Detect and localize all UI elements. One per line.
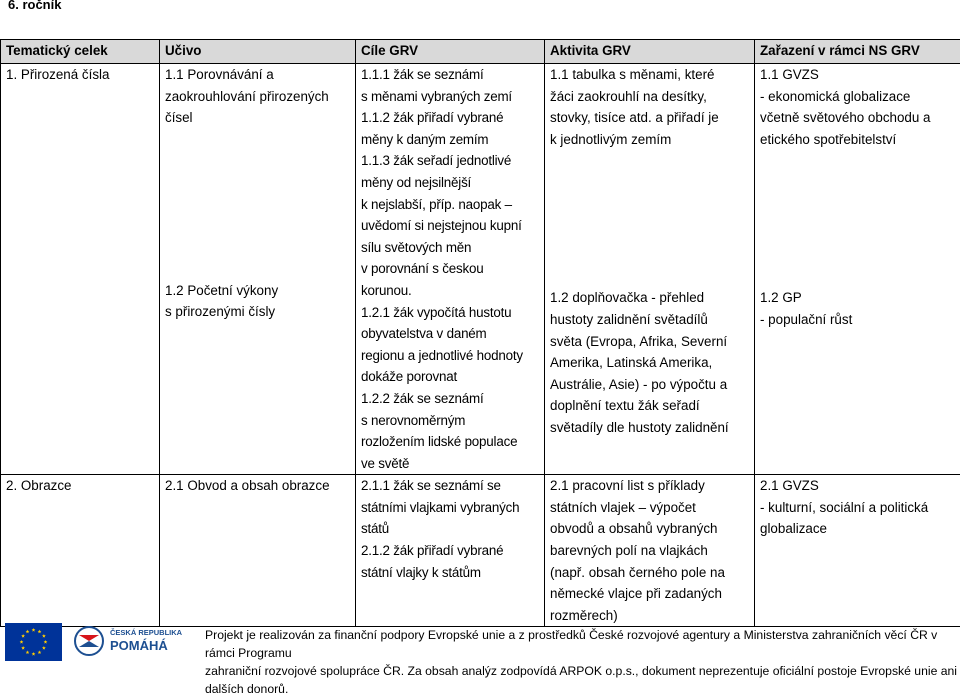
cell-celek [1, 64, 160, 475]
cell-aktivita [545, 475, 755, 627]
header-cile-grv: Cíle GRV [356, 40, 545, 64]
page-heading: 6. ročník [8, 0, 61, 12]
aktivita-text-1: 2.1 pracovní list s příklady státních vlajek – výpočet obvodů a obsahů vybraných barevných polí na vlajkách (např. obsah černého pole na německé vlajce při zadaných rozměrech) [550, 475, 750, 626]
funding-disclaimer: Projekt je realizován za finanční podpory Evropské unie a z prostředků České rozvojové agentury a Ministerstva zahraničních věcí ČR v rámci Programu zahraniční rozvojové spolupráce ČR. Za obsah analýz zodpovídá ARPOK o.p.s., dokument neprezentuje oficiální postoje Evropské unie ani dalších donorů. [205, 626, 957, 698]
logo-line-2: POMÁHÁ [110, 638, 168, 653]
header-ucivo: Učivo [160, 40, 356, 64]
cell-ucivo [160, 475, 356, 627]
page-footer [0, 618, 960, 663]
ucivo-text-2: 1.2 Početní výkony s přirozenými čísly [165, 280, 351, 323]
cell-aktivita [545, 64, 755, 475]
ceska-republika-pomaha-logo [74, 626, 184, 658]
cell-ns [755, 64, 960, 475]
ucivo-text-1: 1.1 Porovnávání a zaokrouhlování přirozených čísel [165, 64, 351, 129]
cell-ns [755, 475, 960, 627]
ns-text-2: 1.2 GP - populační růst [760, 287, 956, 330]
eu-flag-icon [5, 623, 62, 661]
cile-text-1: 1.1.1 žák se seznámí s měnami vybraných zemí 1.1.2 žák přiřadí vybrané měny k daným zemím 1.1.3 žák seřadí jednotlivé měny od nejsilnější k nejslabší, příp. naopak – uvědomí si nejstejnou kupní sílu světových měn v porovnání s českou korunou. [361, 64, 540, 302]
table-row [1, 64, 960, 475]
celek-text: 2. Obrazce [6, 475, 155, 497]
logo-line-1: ČESKÁ REPUBLIKA [110, 628, 182, 637]
cell-cile [356, 475, 545, 627]
header-aktivita-grv: Aktivita GRV [545, 40, 755, 64]
table-row [1, 475, 960, 627]
cell-cile [356, 64, 545, 475]
ucivo-text-1: 2.1 Obvod a obsah obrazce [165, 475, 351, 497]
header-tematicky-celek: Tematický celek [1, 40, 160, 64]
cile-text-1: 2.1.1 žák se seznámí se státními vlajkami vybraných států 2.1.2 žák přiřadí vybrané státní vlajky k státům [361, 475, 540, 583]
ns-text-1: 2.1 GVZS - kulturní, sociální a politická globalizace [760, 475, 956, 540]
cell-ucivo [160, 64, 356, 475]
table-header-row [1, 40, 960, 64]
aktivita-text-1: 1.1 tabulka s měnami, které žáci zaokrouhlí na desítky, stovky, tisíce atd. a přiřadí je k jednotlivým zemím [550, 64, 750, 150]
celek-text: 1. Přirozená čísla [6, 64, 155, 86]
header-zarazeni-ns-grv: Zařazení v rámci NS GRV [755, 40, 960, 64]
cile-text-2: 1.2.1 žák vypočítá hustotu obyvatelstva v daném regionu a jednotlivé hodnoty dokáže porovnat 1.2.2 žák se seznámí s nerovnoměrným rozložením lidské populace ve světě [361, 302, 540, 475]
aktivita-text-2: 1.2 doplňovačka - přehled hustoty zalidnění světadílů světa (Evropa, Afrika, Severní Amerika, Latinská Amerika, Austrálie, Asie) - po výpočtu a doplnění textu žák seřadí světadíly dle hustoty zalidnění [550, 287, 750, 438]
curriculum-table [0, 39, 960, 627]
ns-text-1: 1.1 GVZS - ekonomická globalizace včetně světového obchodu a etického spotřebitelství [760, 64, 956, 150]
cell-celek [1, 475, 160, 627]
czech-flag-mark-icon [74, 626, 104, 656]
